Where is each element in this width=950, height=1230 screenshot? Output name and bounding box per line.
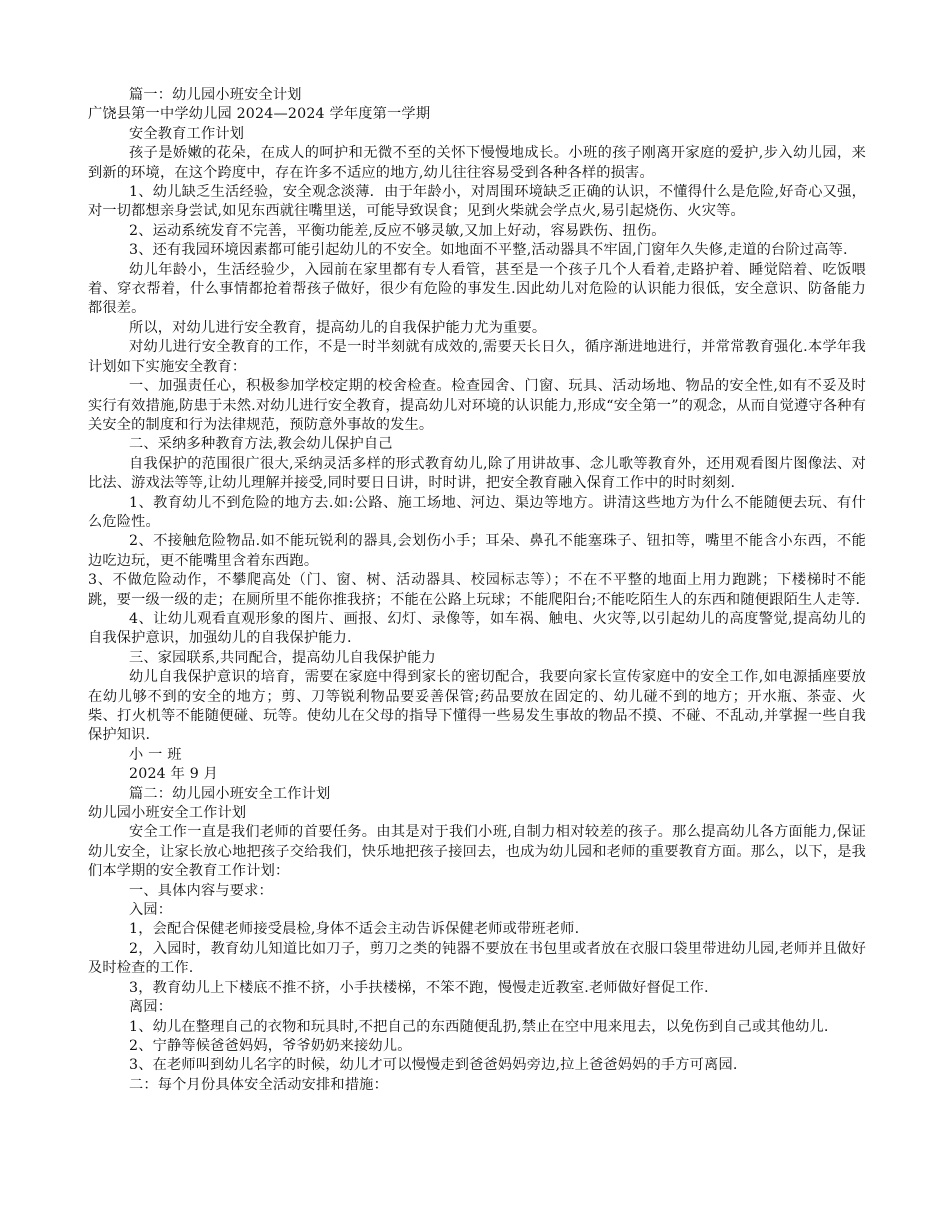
paragraph: 1、幼儿在整理自己的衣物和玩具时,不把自己的东西随便乱扔,禁止在空中甩来甩去，以免伤到自己或其他幼儿. xyxy=(129,1018,829,1035)
paragraph: 孩子是娇嫩的花朵，在成人的呵护和无微不至的关怀下慢慢地成长。小班的孩子刚离开家庭的爱护,步入幼儿园，来到新的环境，在这个跨度中，存在许多不适应的地方,幼儿往往容易受到各种各样的损害。 xyxy=(88,145,866,181)
paragraph: 3、不做危险动作，不攀爬高处（门、窗、树、活动器具、校园标志等）；不在不平整的地面上用力跑跳；下楼梯时不能跳，要一级一级的走；在厕所里不能你推我挤；不能在公路上玩球；不能爬阳台;不能吃陌生人的东西和随便跟陌生人走等. xyxy=(88,572,866,608)
plan-title: 安全教育工作计划 xyxy=(129,125,245,142)
paragraph: 幼儿年龄小，生活经验少，入园前在家里都有专人看管，甚至是一个孩子几个人看着,走路护着、睡觉陪着、吃饭喂着、穿衣帮着，什么事情都抢着帮孩子做好，很少有危险的事发生.因此幼儿对危险的认识能力很低，安全意识、防备能力都很差。 xyxy=(88,261,866,317)
paragraph: 3、在老师叫到幼儿名字的时候，幼儿才可以慢慢走到爸爸妈妈旁边,拉上爸爸妈妈的手方可离园. xyxy=(129,1057,738,1074)
plan-title: 幼儿园小班安全工作计划 xyxy=(88,805,247,822)
paragraph: 1、幼儿缺乏生活经验，安全观念淡薄．由于年龄小，对周围环境缺乏正确的认识，不懂得什么是危险,好奇心又强，对一切都想亲身尝试,如见东西就往嘴里送，可能导致误食；见到火柴就会学点火,易引起烧伤、火灾等。 xyxy=(88,184,866,220)
paragraph: 2，入园时，教育幼儿知道比如刀子，剪刀之类的钝器不要放在书包里或者放在衣服口袋里带进幼儿园,老师并且做好及时检查的工作. xyxy=(88,940,866,977)
paragraph: 4、让幼儿观看直观形象的图片、画报、幻灯、录像等，如车祸、触电、火灾等,以引起幼儿的高度警觉,提高幼儿的自我保护意识，加强幼儿的自我保护能力. xyxy=(88,610,866,647)
paragraph: 对幼儿进行安全教育的工作，不是一时半刻就有成效的,需要天长日久，循序渐进地进行，并常常教育强化.本学年我计划如下实施安全教育： xyxy=(88,339,866,375)
paragraph: 3、还有我园环境因素都可能引起幼儿的不安全。如地面不平整,活动器具不牢固,门窗年久失修,走道的台阶过高等. xyxy=(129,242,848,259)
school-term-line: 广饶县第一中学幼儿园 2024—2024 学年度第一学期 xyxy=(88,106,431,123)
subheading: 二：每个月份具体安全活动安排和措施： xyxy=(129,1076,388,1093)
paragraph: 自我保护的范围很广很大,采纳灵活多样的形式教育幼儿,除了用讲故事、念儿歌等教育外，还用观看图片图像法、对比法、游戏法等等,让幼儿理解并接受,同时要日日讲，时时讲，把安全教育融入保育工作中的时时刻刻. xyxy=(88,455,866,492)
paragraph: 一、加强责任心，积极参加学校定期的校舍检查。检查园舍、门窗、玩具、活动场地、物品的安全性,如有不妥及时实行有效措施,防患于未然.对幼儿进行安全教育，提高幼儿对环境的认识能力,形成“安全第一”的观念，从而自觉遵守各种有关安全的制度和行为法律规范，预防意外事故的发生。 xyxy=(88,378,866,433)
paragraph: 2、宁静等候爸爸妈妈，爷爷奶奶来接幼儿。 xyxy=(129,1037,412,1054)
section-heading: 篇一：幼儿园小班安全计划 xyxy=(129,87,302,103)
paragraph: 所以，对幼儿进行安全教育，提高幼儿的自我保护能力尤为重要。 xyxy=(129,319,547,336)
subheading: 二、采纳多种教育方法,教会幼儿保护自己 xyxy=(129,436,393,453)
paragraph: 2、运动系统发育不完善，平衡功能差,反应不够灵敏,又加上好动，容易跌伤、扭伤。 xyxy=(129,222,666,239)
paragraph: 1，会配合保健老师接受晨检,身体不适会主动告诉保健老师或带班老师. xyxy=(129,921,580,938)
date-line: 2024 年 9 月 xyxy=(129,766,219,783)
subheading: 离园： xyxy=(129,999,173,1016)
paragraph: 安全工作一直是我们老师的首要任务。由其是对于我们小班,自制力相对较差的孩子。那么提高幼儿各方面能力,保证幼儿安全，让家长放心地把孩子交给我们，快乐地把孩子接回去，也成为幼儿园和老师的重要教育方面。那么，以下，是我们本学期的安全教育工作计划： xyxy=(88,824,866,880)
paragraph: 2、不接触危险物品.如不能玩锐利的器具,会划伤小手；耳朵、鼻孔不能塞珠子、钮扣等，嘴里不能含小东西，不能边吃边玩，更不能嘴里含着东西跑。 xyxy=(88,533,866,569)
section-heading: 篇二：幼儿园小班安全工作计划 xyxy=(129,785,331,802)
class-signature: 小 一 班 xyxy=(129,746,182,763)
paragraph: 幼儿自我保护意识的培育，需要在家庭中得到家长的密切配合，我要向家长宣传家庭中的安全工作,如电源插座要放在幼儿够不到的安全的地方；剪、刀等锐利物品要妥善保管;药品要放在固定的、幼儿碰不到的地方；开水瓶、茶壶、火柴、打火机等不能随便碰、玩等。使幼儿在父母的指导下懂得一些易发生事故的物品不摸、不碰、不乱动,并掌握一些自我保护知识. xyxy=(88,669,866,744)
paragraph: 3，教育幼儿上下楼底不推不挤，小手扶楼梯，不笨不跑，慢慢走近教室.老师做好督促工作. xyxy=(129,979,709,996)
subheading: 三、家园联系,共同配合，提高幼儿自我保护能力 xyxy=(129,649,436,666)
paragraph: 1、教育幼儿不到危险的地方去.如:公路、施工场地、河边、渠边等地方。讲清这些地方为什么不能随便去玩、有什么危险性。 xyxy=(88,494,866,530)
subheading: 一、具体内容与要求： xyxy=(129,882,273,899)
subheading: 入园： xyxy=(129,902,173,919)
